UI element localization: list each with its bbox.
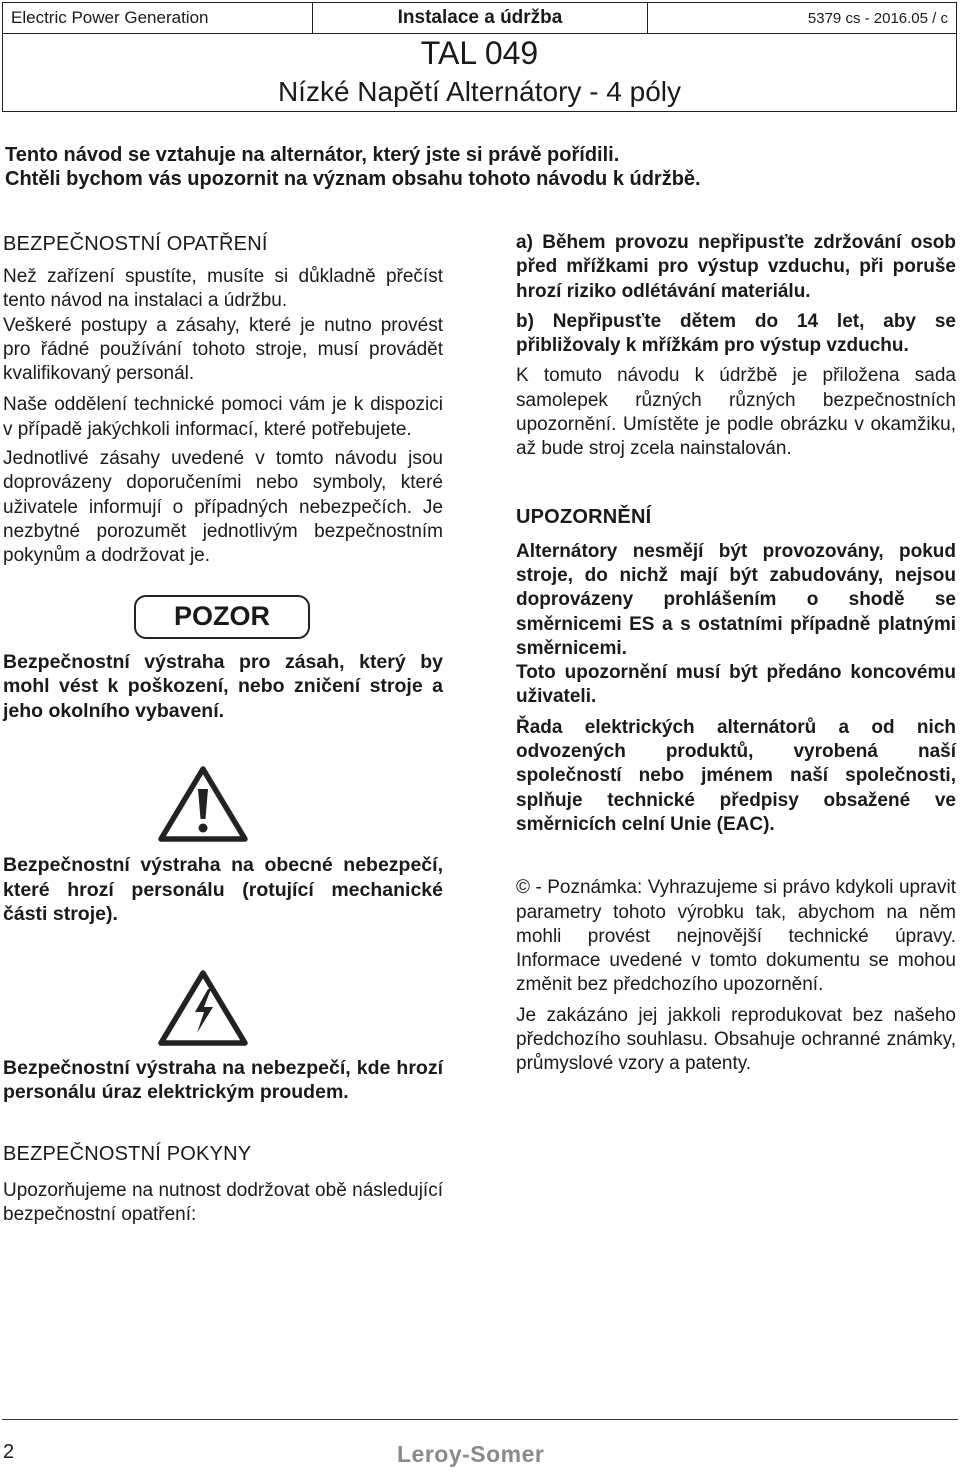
reproduction-note: Je zakázáno jej jakkoli reprodukovat bez našeho předchozího souhlasu. Obsahuje ochranné známky, průmyslové vzory a patenty. bbox=[516, 1004, 956, 1075]
safety-instructions-heading: BEZPEČNOSTNÍ POKYNY bbox=[3, 1142, 252, 1165]
warning-triangle-lightning-icon bbox=[157, 967, 249, 1047]
stickers-paragraph: K tomuto návodu k údržbě je přiložena sada samolepek různých různých bezpečnostních upozornění. Umístěte je podle obrázku v okamžiku, až bude stroj zcela nainstalován. bbox=[516, 365, 956, 460]
header-top-row bbox=[3, 3, 956, 34]
safety-instructions-paragraph: Upozorňujeme na nutnost dodržovat obě následující bezpečnostní opatření: bbox=[3, 1179, 443, 1225]
copyright-note: © - Poznámka: Vyhrazujeme si právo kdykoli upravit parametry tohoto výrobku tak, abychom na něm mohli provést nejnovější technické úpravy. Informace uvedené v tomto dokumentu se mohou změnit bez předchozího upozornění. bbox=[516, 877, 956, 996]
document-header bbox=[2, 2, 957, 112]
document-title: TAL 049 bbox=[420, 35, 539, 71]
upozorneni-text-2: Toto upozornění musí být předáno koncovému uživateli. bbox=[516, 662, 956, 708]
instruction-b: b) Nepřipusťte dětem do 14 let, aby se přibližovaly k mřížkám pro výstup vzduchu. bbox=[516, 310, 956, 357]
warning-general-text: Bezpečnostní výstraha na obecné nebezpečí, které hrozí personálu (rotující mechanické části stroje). bbox=[3, 854, 443, 926]
warning-damage-text: Bezpečnostní výstraha pro zásah, který by mohl vést k poškození, nebo zničení stroje a jeho okolního vybavení. bbox=[3, 650, 443, 722]
eac-text: Řada elektrických alternátorů a od nich odvozených produktů, vyrobená naší společností nebo jménem naší společnosti, splňuje technické předpisy obsažené ve směrnicích celní Unie (EAC). bbox=[516, 716, 956, 835]
document-subtitle: Nízké Napětí Alternátory - 4 póly bbox=[277, 76, 682, 107]
upozorneni-heading: UPOZORNĚNÍ bbox=[516, 505, 652, 528]
safety-paragraph-4: Jednotlivé zásahy uvedené v tomto návodu jsou doprovázeny doporučeními nebo symboly, které uživatele informují o případných nebezpečích. Je nezbytné porozumět jednotlivým bezpečnostním pokynům a dodržovat je. bbox=[3, 448, 443, 567]
intro-line-1: Tento návod se vztahuje na alternátor, který jste si právě pořídili. bbox=[5, 144, 620, 166]
header-section: Instalace a údržba bbox=[313, 3, 648, 33]
warning-electric-text: Bezpečnostní výstraha na nebezpečí, kde hrozí personálu úraz elektrickým proudem. bbox=[3, 1056, 443, 1104]
header-doc-code: 5379 cs - 2016.05 / c bbox=[807, 9, 948, 27]
safety-paragraph-3: Naše oddělení technické pomoci vám je k dispozici v případě jakýchkoli informací, které potřebujete. bbox=[3, 394, 443, 440]
header-company: Electric Power Generation bbox=[3, 3, 313, 33]
safety-paragraph-2: Veškeré postupy a zásahy, které je nutno provést pro řádné používání tohoto stroje, musí provádět kvalifikovaný personál. bbox=[3, 314, 443, 385]
intro-text bbox=[5, 143, 945, 191]
page-number: 2 bbox=[3, 1441, 15, 1463]
safety-paragraph-1: Než zařízení spustíte, musíte si důkladně přečíst tento návod na instalaci a údržbu. bbox=[3, 266, 443, 312]
upozorneni-text-1: Alternátory nesmějí být provozovány, pokud stroje, do nichž mají být zabudovány, nejsou doprovázeny prohlášením o shodě se směrnicemi ES a s ostatními případně platnými směrnicemi. bbox=[516, 540, 956, 659]
intro-line-2: Chtěli bychom vás upozornit na význam obsahu tohoto návodu k údržbě. bbox=[5, 168, 701, 190]
brand-logo: Leroy-Somer bbox=[397, 1441, 545, 1467]
footer-divider bbox=[2, 1419, 958, 1420]
left-column bbox=[3, 231, 443, 1234]
warning-triangle-exclamation-icon bbox=[157, 763, 249, 843]
right-column bbox=[516, 231, 956, 1084]
pozor-label: POZOR bbox=[134, 595, 310, 639]
safety-measures-heading: BEZPEČNOSTNÍ OPATŘENÍ bbox=[3, 233, 268, 255]
instruction-a: a) Během provozu nepřipusťte zdržování osob před mřížkami pro výstup vzduchu, při poruše hrozí riziko odlétávání materiálu. bbox=[516, 232, 956, 302]
